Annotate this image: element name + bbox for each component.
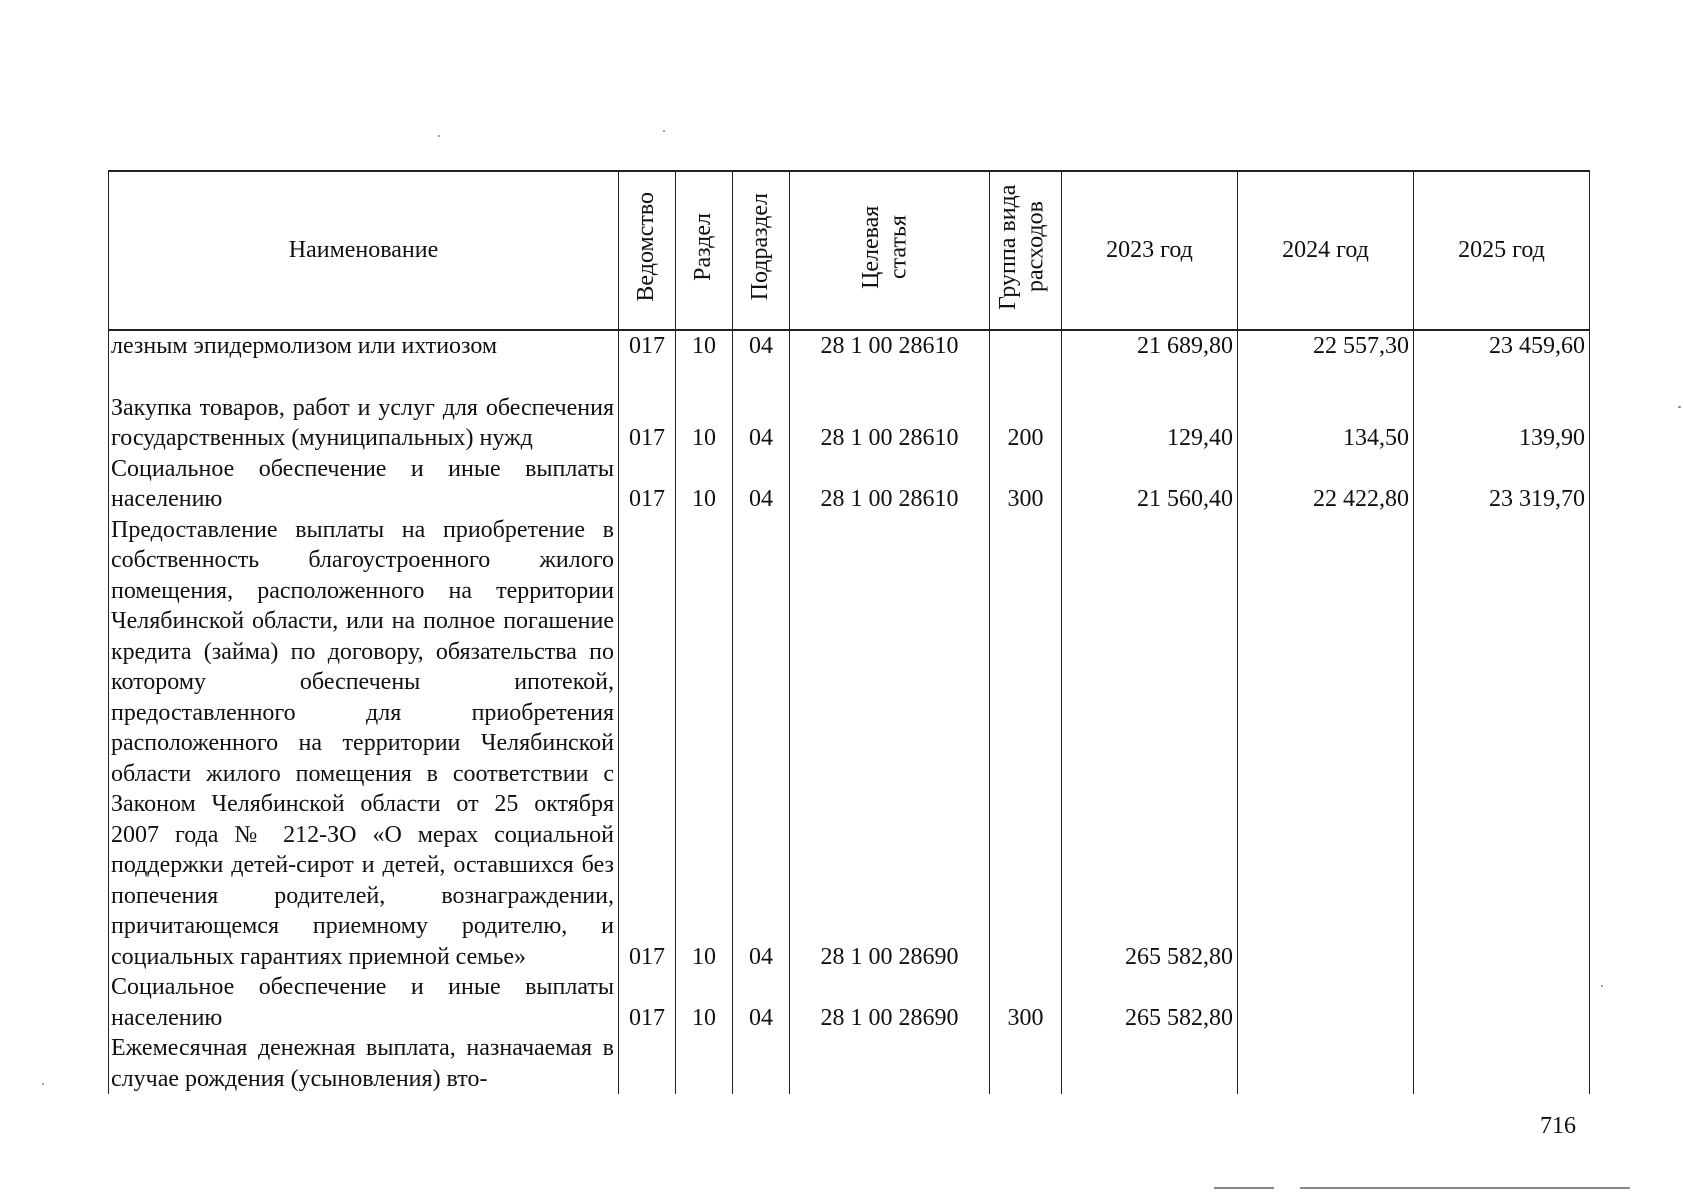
row-expense-group [990,1033,1062,1094]
table-row [109,330,1590,362]
row-expense-group [990,515,1062,973]
row-2024 [1238,515,1414,973]
row-2025 [1414,1033,1590,1094]
row-2025 [1414,515,1590,973]
header-2024: 2024 год [1238,171,1414,330]
row-name: Социальное обеспечение и иные выплаты населению [109,972,619,1033]
row-2023: 21 689,80 [1062,330,1238,362]
row-target-article: 28 1 00 28610 [790,362,990,454]
row-target-article: 28 1 00 28690 [790,515,990,973]
header-2025: 2025 год [1414,171,1590,330]
header-expense-group: Группа вида расходов [990,171,1062,330]
row-target-article [790,1033,990,1094]
header-name: Наименование [109,171,619,330]
row-expense-group: 300 [990,972,1062,1033]
row-target-article: 28 1 00 28690 [790,972,990,1033]
row-subsection [733,1033,790,1094]
row-dept: 017 [619,362,676,454]
table-row [109,362,1590,454]
row-section [676,1033,733,1094]
scan-speck [1214,1187,1274,1189]
row-expense-group [990,330,1062,362]
row-name: Закупка товаров, работ и услуг для обеспечения государственных (муниципальных) нужд [109,362,619,454]
row-name: Предоставление выплаты на приобретение в собственность благоустроенного жилого помещения, расположенного на территории Челябинской области, или на полное погашение кредита (займа) по договору, обязательства по которому обеспечены ипотекой, предоставленного для приобретения расположенного на территории Челябинской области жилого помещения в соответствии с Законом Челябинской области от 25 октября 2007 года № 212-ЗО «О мерах социальной поддержки детей-сирот и детей, оставшихся без попечения родителей, вознаграждении, причитающемся приемному родителю, и социальных гарантиях приемной семье» [109,515,619,973]
page-number: 716 [1540,1113,1576,1139]
header-2023: 2023 год [1062,171,1238,330]
row-2023: 265 582,80 [1062,972,1238,1033]
row-2023: 265 582,80 [1062,515,1238,973]
header-row [109,171,1590,330]
row-section: 10 [676,515,733,973]
row-dept: 017 [619,330,676,362]
scan-speck [438,135,440,137]
header-dept: Ведомство [619,171,676,330]
row-section: 10 [676,330,733,362]
row-subsection: 04 [733,454,790,515]
row-expense-group: 200 [990,362,1062,454]
table-row [109,515,1590,973]
header-subsection: Подраздел [733,171,790,330]
row-subsection: 04 [733,972,790,1033]
budget-table [108,170,1590,1094]
scan-speck [1300,1187,1630,1189]
row-subsection: 04 [733,362,790,454]
header-section: Раздел [676,171,733,330]
row-target-article: 28 1 00 28610 [790,330,990,362]
table-row [109,454,1590,515]
row-2024 [1238,972,1414,1033]
table-row [109,972,1590,1033]
row-2024: 22 422,80 [1238,454,1414,515]
row-2025: 23 319,70 [1414,454,1590,515]
header-target-article: Целевая статья [790,171,990,330]
scan-speck [1601,985,1603,987]
row-dept: 017 [619,515,676,973]
row-subsection: 04 [733,330,790,362]
row-name: Ежемесячная денежная выплата, назначаемая в случае рождения (усыновления) вто- [109,1033,619,1094]
scan-speck [42,1083,44,1085]
row-dept: 017 [619,972,676,1033]
row-dept [619,1033,676,1094]
row-name: лезным эпидермолизом или ихтиозом [109,330,619,362]
row-dept: 017 [619,454,676,515]
row-expense-group: 300 [990,454,1062,515]
row-section: 10 [676,454,733,515]
row-2023: 129,40 [1062,362,1238,454]
row-subsection: 04 [733,515,790,973]
scan-speck [663,130,665,132]
row-section: 10 [676,362,733,454]
row-section: 10 [676,972,733,1033]
row-2025: 139,90 [1414,362,1590,454]
table-row [109,1033,1590,1094]
row-target-article: 28 1 00 28610 [790,454,990,515]
row-2025 [1414,972,1590,1033]
row-2024: 22 557,30 [1238,330,1414,362]
row-2023: 21 560,40 [1062,454,1238,515]
row-2024 [1238,1033,1414,1094]
row-2023 [1062,1033,1238,1094]
row-2025: 23 459,60 [1414,330,1590,362]
row-name: Социальное обеспечение и иные выплаты населению [109,454,619,515]
scan-speck [1678,406,1681,408]
row-2024: 134,50 [1238,362,1414,454]
